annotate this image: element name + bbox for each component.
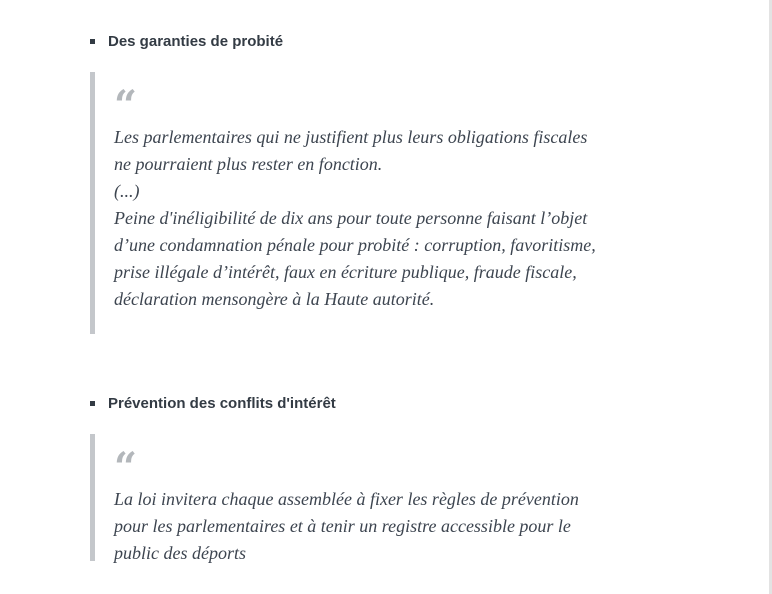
quote-line: prise illégale d’intérêt, faux en écriture publique, fraude fiscale, [114, 262, 577, 282]
quote-line: d’une condamnation pénale pour probité : corruption, favoritisme, [114, 235, 596, 255]
section-heading-probite [90, 33, 283, 50]
quote-line: ne pourraient plus rester en fonction. [114, 154, 383, 174]
section-heading-text: Des garanties de probité [108, 33, 284, 50]
quote-line: (...) [114, 181, 140, 201]
open-quote-icon: “ [114, 444, 136, 491]
quote-line: pour les parlementaires et à tenir un registre accessible pour le [114, 516, 571, 536]
section-heading-text: Prévention des conflits d'intérêt [108, 395, 336, 412]
quote-line: déclaration mensongère à la Haute autorité. [114, 289, 435, 309]
quote-line: Les parlementaires qui ne justifient plus leurs obligations fiscales [114, 127, 588, 147]
bullet-square-icon [90, 401, 95, 406]
quote-line: public des déports [114, 543, 246, 563]
open-quote-icon: “ [114, 82, 136, 129]
quote-line: Peine d'inéligibilité de dix ans pour toute personne faisant l’objet [114, 208, 588, 228]
bullet-square-icon [90, 39, 95, 44]
quote-line: La loi invitera chaque assemblée à fixer les règles de prévention [114, 489, 579, 509]
section-heading-conflits [90, 395, 336, 412]
quote-block-probite [90, 72, 690, 334]
quote-block-conflits [90, 434, 690, 561]
